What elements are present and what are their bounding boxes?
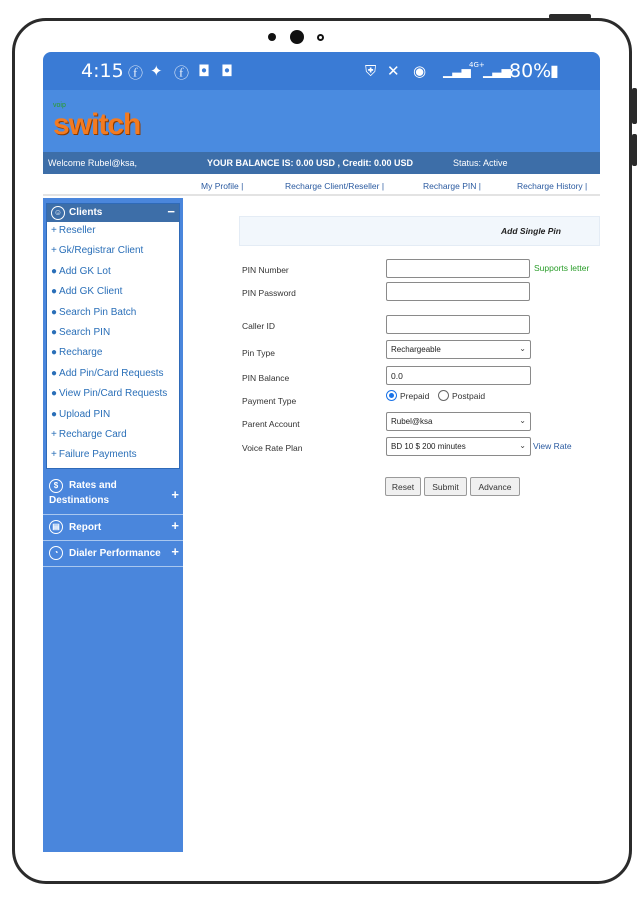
postpaid-radio[interactable]: [438, 390, 449, 401]
prepaid-radio[interactable]: [386, 390, 397, 401]
voice-rate-label: Voice Rate Plan: [242, 443, 303, 453]
payment-type-group: [386, 390, 546, 404]
pin-password-input[interactable]: [386, 282, 530, 301]
sensor-icon: [268, 33, 276, 41]
hotspot-icon: ◉: [413, 62, 427, 80]
front-camera-icon: [290, 30, 304, 44]
rates-title-line1: Rates and: [69, 480, 117, 491]
expand-icon[interactable]: +: [171, 518, 179, 533]
mute-icon: ✕: [387, 62, 400, 80]
sensor-ring-icon: [317, 34, 324, 41]
clients-header[interactable]: [47, 204, 179, 222]
sidebar: [43, 198, 183, 852]
chevron-down-icon: ⌄: [519, 441, 526, 450]
welcome-text: Welcome Rubel@ksa,: [48, 158, 138, 168]
pin-number-label: PIN Number: [242, 265, 289, 275]
sidebar-section-rates[interactable]: [43, 473, 183, 515]
sidebar-item-recharge-card[interactable]: + Recharge Card: [51, 428, 127, 440]
dollar-icon: $: [49, 479, 63, 493]
camera-icon: ◘: [198, 62, 210, 80]
clock: 4:15: [81, 60, 124, 82]
parent-account-label: Parent Account: [242, 419, 300, 429]
pin-number-hint: Supports letter: [534, 263, 590, 273]
submit-button[interactable]: Submit: [424, 477, 467, 496]
volume-down-button: [632, 134, 637, 166]
lock-icon: ⛨: [365, 62, 377, 80]
sidebar-section-dialer[interactable]: [43, 541, 183, 567]
voice-rate-value: BD 10 $ 200 minutes: [391, 442, 466, 451]
expand-icon[interactable]: +: [171, 544, 179, 559]
facebook-icon: ⓕ: [174, 64, 190, 82]
advance-button[interactable]: Advance: [470, 477, 520, 496]
nav-recharge-history[interactable]: Recharge History |: [517, 181, 588, 191]
logo-small-text: voip: [53, 102, 66, 109]
form-header: [239, 216, 600, 246]
balance-text: YOUR BALANCE IS: 0.00 USD , Credit: 0.00 USD: [207, 158, 414, 168]
sidebar-item-add-gk-lot[interactable]: ● Add GK Lot: [51, 265, 111, 277]
sidebar-section-report[interactable]: [43, 515, 183, 541]
reset-button[interactable]: Reset: [385, 477, 421, 496]
signal-icon: ▁▃▅: [443, 64, 471, 78]
facebook-icon: ⓕ: [128, 64, 144, 82]
clients-title: Clients: [69, 207, 103, 218]
pin-password-label: PIN Password: [242, 288, 296, 298]
sidebar-item-reseller[interactable]: + Reseller: [51, 225, 96, 236]
sidebar-item-gk-registrar[interactable]: + Gk/Registrar Client: [51, 245, 144, 257]
pin-type-value: Rechargeable: [391, 345, 441, 354]
sidebar-item-search-pin-batch[interactable]: ● Search Pin Batch: [51, 306, 137, 318]
pin-number-input[interactable]: [386, 259, 530, 278]
network-type: 4G+: [469, 61, 485, 69]
sidebar-item-add-gk-client[interactable]: ● Add GK Client: [51, 286, 123, 298]
chevron-down-icon: ⌄: [519, 344, 526, 353]
pin-type-select[interactable]: [386, 340, 531, 359]
pin-type-label: Pin Type: [242, 348, 275, 358]
user-icon: ☺: [51, 206, 65, 220]
pin-balance-label: PIN Balance: [242, 373, 290, 383]
status-bar: [43, 52, 600, 90]
clients-panel: [46, 203, 180, 469]
camera-icon: ◘: [221, 62, 233, 80]
pin-balance-input[interactable]: 0.0: [386, 366, 531, 385]
chart-icon: ◔: [49, 546, 63, 560]
volume-up-button: [632, 88, 637, 124]
prepaid-label: Prepaid: [400, 391, 430, 401]
status-text: Status: Active: [453, 158, 508, 168]
power-button: [549, 14, 591, 19]
sidebar-item-upload-pin[interactable]: ● Upload PIN: [51, 408, 111, 420]
caller-id-input[interactable]: [386, 315, 530, 334]
logo[interactable]: switch: [53, 108, 141, 141]
view-rate-link[interactable]: View Rate: [533, 441, 572, 451]
report-title: Report: [69, 522, 102, 533]
caller-id-label: Caller ID: [242, 321, 276, 331]
app-header: [43, 90, 600, 152]
signal-icon: ▁▃▅: [483, 64, 511, 78]
dialer-title: Dialer Performance: [69, 548, 161, 559]
sidebar-item-view-pin-requests[interactable]: ● View Pin/Card Requests: [51, 388, 168, 400]
welcome-bar: [43, 152, 600, 174]
nav-my-profile[interactable]: My Profile |: [201, 181, 244, 191]
expand-icon[interactable]: +: [171, 487, 179, 502]
voice-rate-select[interactable]: [386, 437, 531, 456]
form-title: Add Single Pin: [501, 226, 561, 236]
nav-recharge-pin[interactable]: Recharge PIN |: [423, 181, 481, 191]
sidebar-item-recharge[interactable]: ● Recharge: [51, 347, 103, 359]
screen: [43, 52, 600, 852]
parent-account-select[interactable]: [386, 412, 531, 431]
parent-account-value: Rubel@ksa: [391, 417, 433, 426]
twitter-icon: ✦: [150, 62, 163, 80]
collapse-icon[interactable]: −: [167, 204, 175, 219]
nav-recharge-client[interactable]: Recharge Client/Reseller |: [285, 181, 385, 191]
sidebar-item-add-pin-requests[interactable]: ● Add Pin/Card Requests: [51, 367, 164, 379]
chevron-down-icon: ⌄: [519, 416, 526, 425]
postpaid-label: Postpaid: [452, 391, 486, 401]
report-icon: ▤: [49, 520, 63, 534]
rates-title-line2: Destinations: [49, 495, 110, 506]
battery-icon: ▮: [550, 61, 559, 80]
battery-percent: 80%: [509, 60, 552, 82]
sidebar-item-search-pin[interactable]: ● Search PIN: [51, 326, 111, 338]
sidebar-item-failure-payments[interactable]: + Failure Payments: [51, 449, 137, 461]
payment-type-label: Payment Type: [242, 396, 297, 406]
top-nav: [43, 174, 600, 196]
